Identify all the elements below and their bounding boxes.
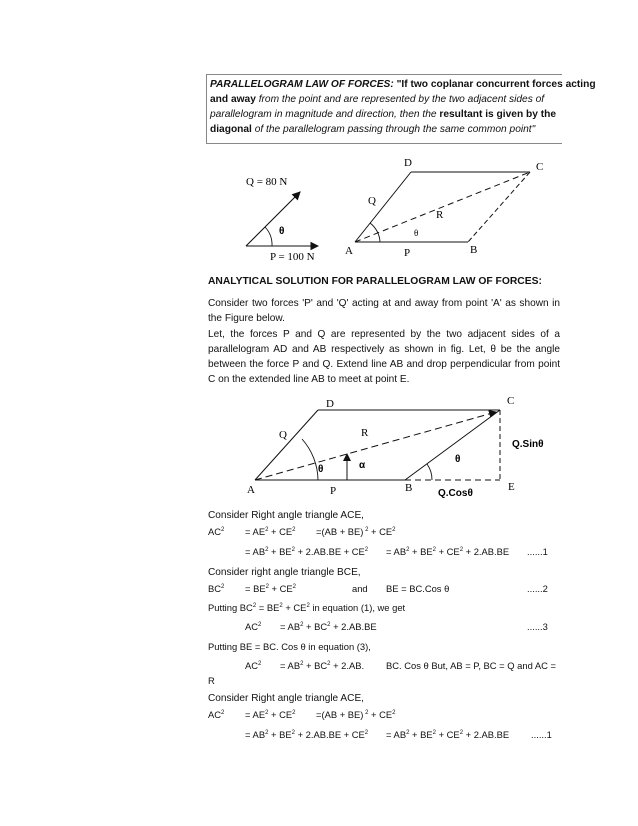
equation-row-1: $AC^2$ [208,526,225,537]
definition-line3a: parallelogram in magnitude and direction, then the [210,109,440,120]
t3-mid: + CE [282,602,307,613]
equation-row-6: $AC^2$ [208,709,225,720]
equation-number-3: ......3 [527,621,548,632]
p-value-label: P = 100 N [270,251,315,263]
equation-row-4b: = $AB^2 + BC^2 + 2.AB.BE$ [280,621,377,632]
definition-title: PARALLELOGRAM LAW OF FORCES: [210,79,394,90]
definition-line4b: of the parallelogram passing through the same common point" [251,124,536,135]
side-ad-2 [255,410,318,480]
derivation-text-3: Putting $BC^2 = BE^2 + CE^2$ in equation (1), we get [208,602,406,613]
equation-and: and [352,583,368,594]
equation-row-2: = $AB^2 + BE^2 + 2.AB.BE + CE^2$ [245,546,369,557]
q-value-label: Q = 80 N [246,176,288,188]
definition-box [206,74,596,144]
equation-row-4: $AC^2$ [245,621,262,632]
equation-row-5c: BC. Cos θ But, AB = P, BC = Q and AC = [386,660,556,671]
equation-number-1b: ......1 [531,729,552,740]
derivation-text-4: Putting BE = BC. Cos θ in equation (3), [208,641,371,652]
definition-line4a: diagonal [210,124,252,135]
fig2-point-c: C [507,395,515,407]
equation-row-7: = $AB^2 + BE^2 + 2.AB.BE + CE^2$ [245,729,369,740]
point-a: A [345,245,353,257]
resultant-r [255,412,496,480]
t3-end: in equation (1), we get [309,602,406,613]
definition-line2b: from the point and are represented by the two adjacent sides of [255,94,545,105]
label-q: Q [368,195,376,207]
t3-rest: = BE [256,602,280,613]
equation-row-1c: =(AB + BE) $^2 + CE^2$ [316,526,396,537]
side-ad [355,172,411,242]
equation-be: BE = BC.Cos θ [386,583,450,594]
fig2-point-d: D [326,398,334,410]
equation-row-3: $BC^2$ [208,583,225,594]
definition-line3b: resultant is given by the [439,109,556,120]
label-p: P [404,247,411,259]
angle-arc-theta [302,439,318,480]
fig2-label-q: Q [279,429,287,441]
analytical-para-2: Let, the forces P and Q are represented by the two adjacent sides of a parallelogram AD and AB respectively as shown in fig. Let, θ be the angle between the force P and Q. Extend line AB and drop perpendicular from point C on the extended line AB to meet at point E. [208,329,560,385]
point-b: B [470,244,478,256]
fig2-theta-a: θ [318,464,324,475]
fig2-point-a: A [247,484,255,496]
derivation-text-2: Consider right angle triangle BCE, [208,567,361,578]
derivation-text-1: Consider Right angle triangle ACE, [208,510,364,521]
angle-arc-b [427,464,432,480]
theta-label-2: θ [414,228,419,238]
equation-row-5b: = $AB^2 + BC^2 + 2.AB$. [280,660,365,671]
fig2-point-e: E [508,481,515,493]
equation-number-1: ......1 [527,546,548,557]
point-d: D [404,157,412,169]
equation-row-5-r: R [208,675,215,686]
definition-line1: "If two coplanar concurrent forces acting [393,79,596,90]
theta-label: θ [279,226,285,237]
analytical-heading: ANALYTICAL SOLUTION FOR PARALLELOGRAM LAW OF FORCES: [208,276,542,287]
side-bc-2 [405,410,500,480]
side-bc [468,172,530,242]
fig2-theta-b: θ [455,454,461,465]
t3-put: Putting BC [208,602,253,613]
equation-row-6b: = $AE^2 + CE^2$ [245,709,296,720]
equation-row-7b: = $AB^2 + BE^2 + CE^2 + 2.AB.BE$ [386,729,510,740]
fig2-point-b: B [405,482,413,494]
figure-1 [0,150,638,270]
point-c: C [536,161,544,173]
equation-row-6c: =(AB + BE) $^2 + CE^2$ [316,709,396,720]
equation-row-1b: = $AE^2 + CE^2$ [245,526,296,537]
derivation-text-5: Consider Right angle triangle ACE, [208,693,364,704]
equation-row-5: $AC^2$ [245,660,262,671]
q-force-arrow [246,192,300,246]
equation-number-2: ......2 [527,583,548,594]
figure-2 [0,390,638,505]
fig2-label-p: P [330,485,337,497]
fig2-alpha: α [359,460,366,471]
label-r: R [436,209,444,221]
analytical-para-1: Consider two forces 'P' and 'Q' acting at and away from point 'A' as shown in the Figure below. [208,298,560,324]
fig2-qcos-label: Q.Cosθ [438,488,473,499]
definition-line2a: and away [210,94,256,105]
diagonal-ac [355,172,530,242]
equation-row-2b: = $AB^2 + BE^2 + CE^2 + 2.AB.BE$ [386,546,510,557]
angle-arc [265,227,272,246]
fig2-qsin-label: Q.Sinθ [512,439,544,450]
fig2-label-r: R [361,427,369,439]
equation-row-3b: = $BE^2 + CE^2$ [245,583,296,594]
